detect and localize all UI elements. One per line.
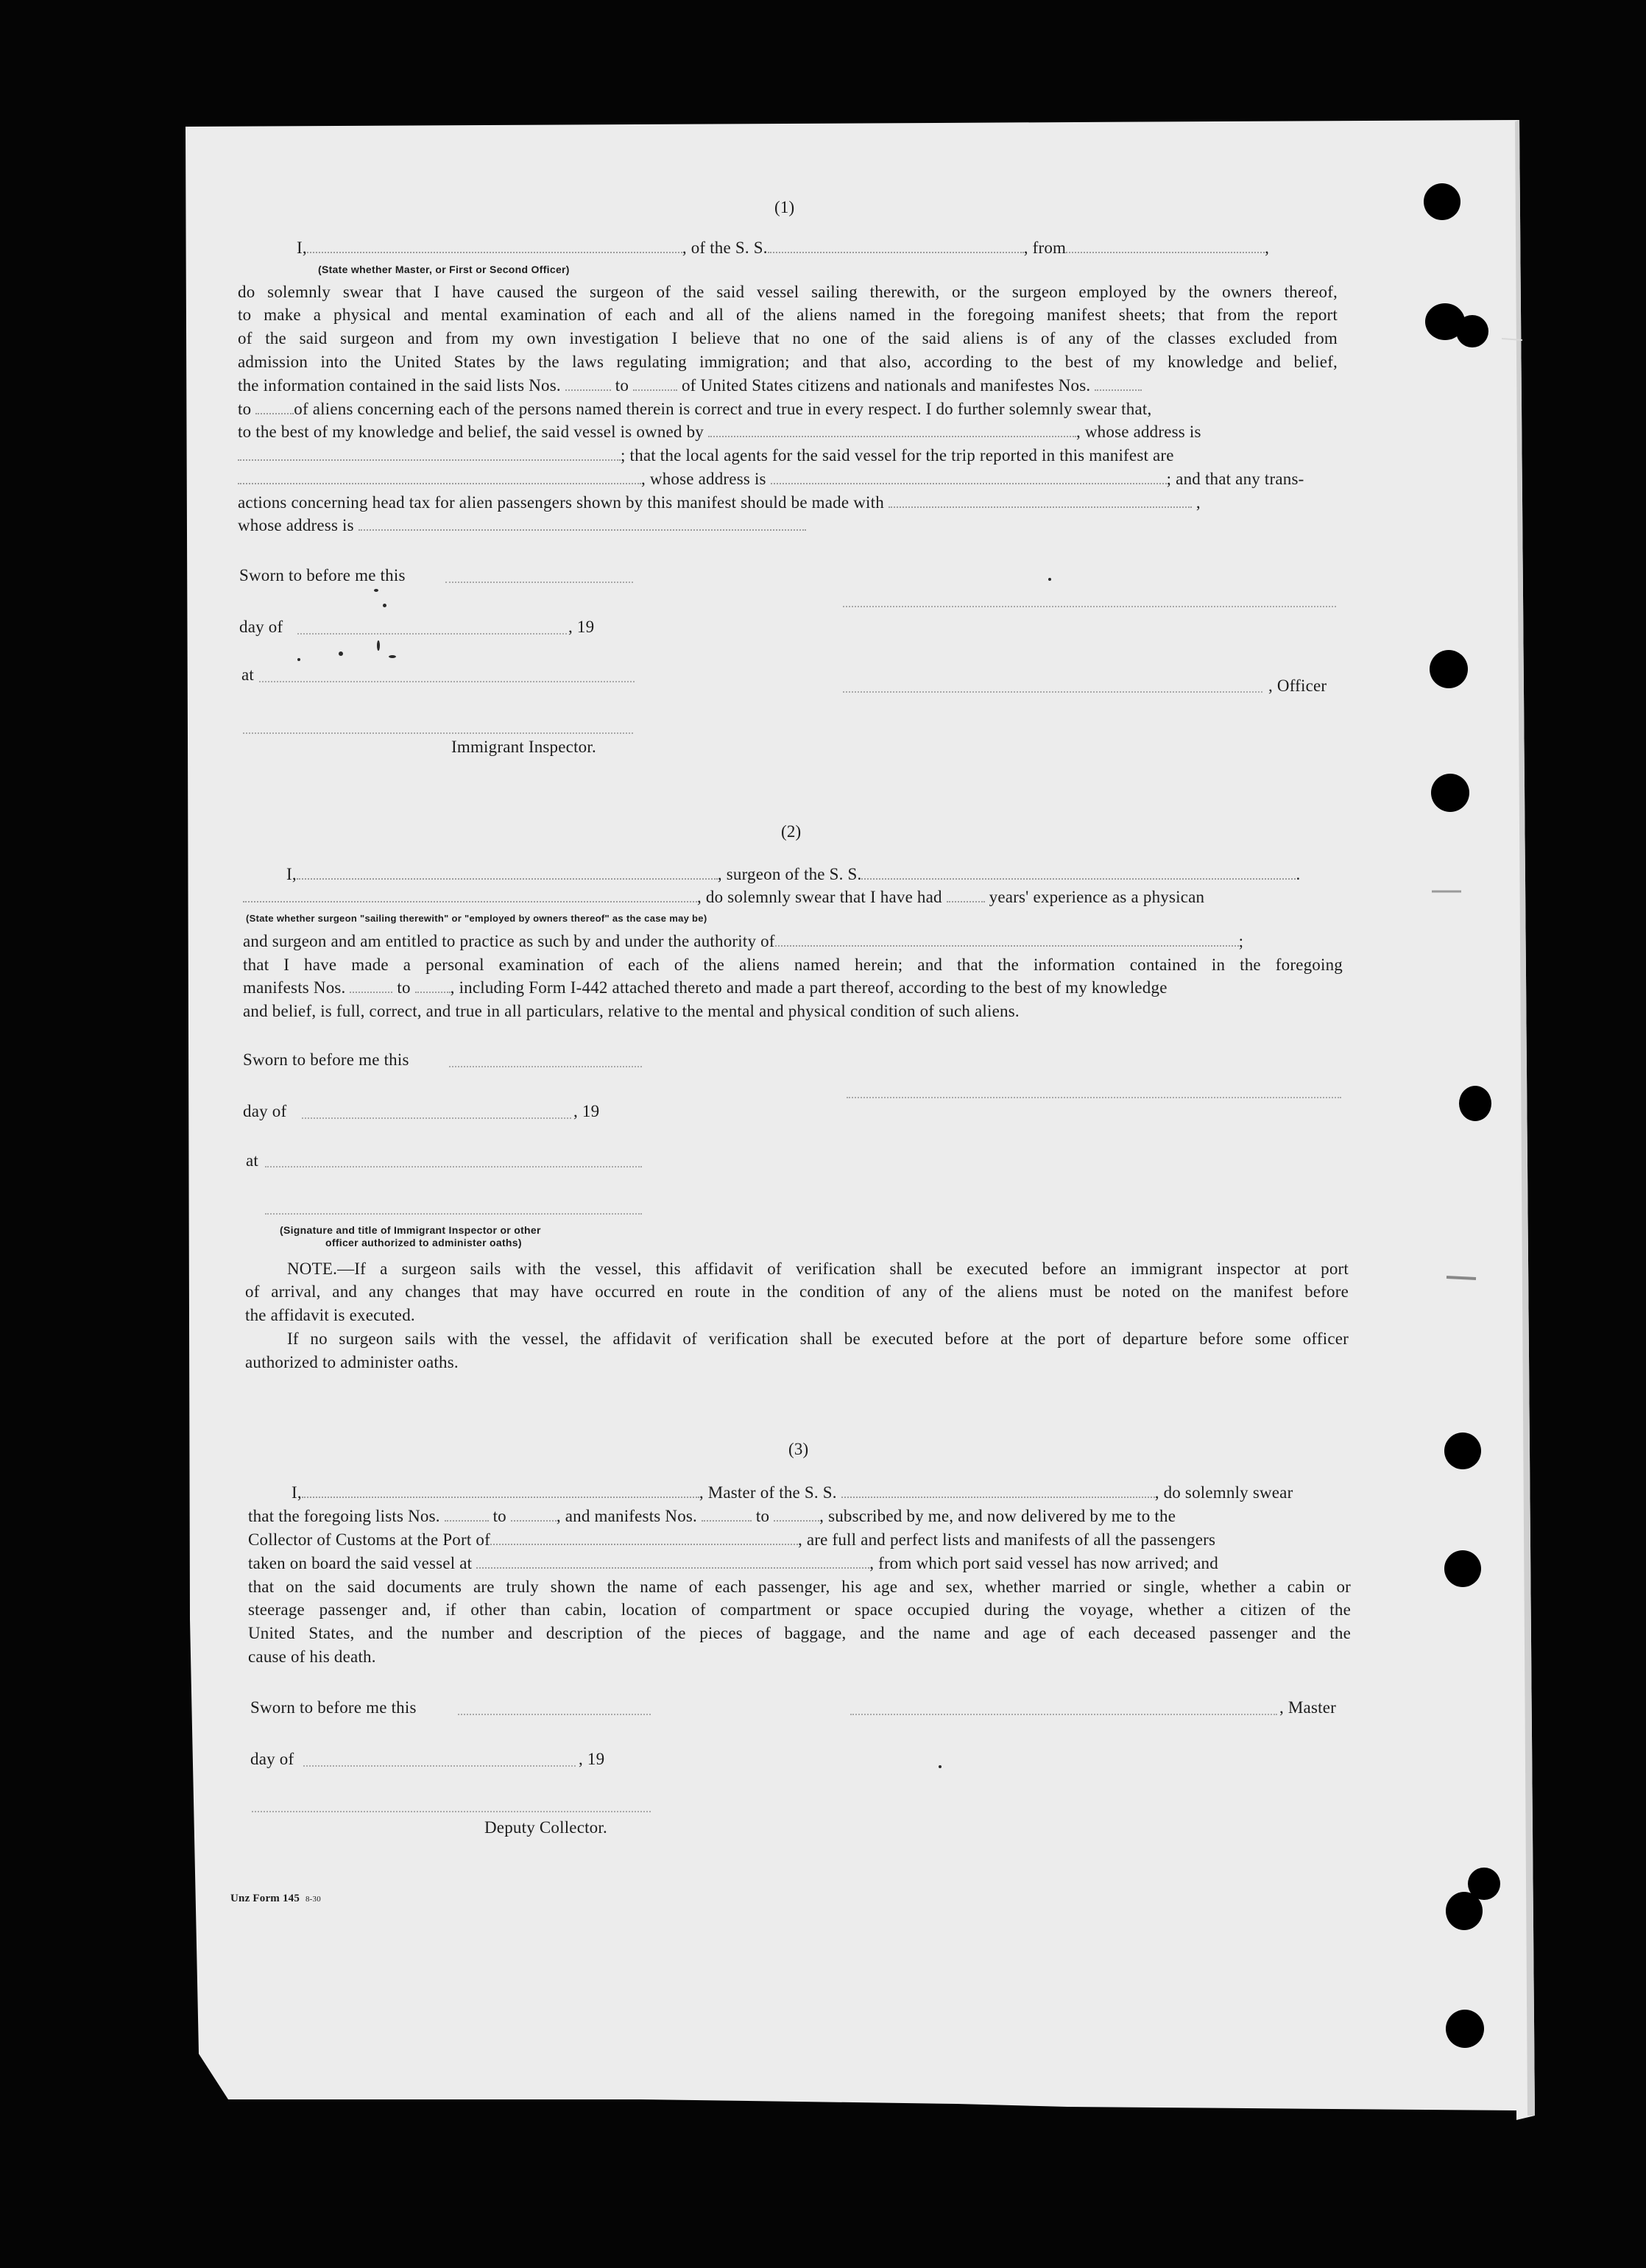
s2-year-label: , 19 (573, 1102, 600, 1120)
s1-para-line: of the said surgeon and from my own investigation I believe that no one of the said aliens is of any of the classes excluded from (238, 329, 1338, 347)
text: I, (297, 239, 307, 257)
blank-field (511, 1508, 557, 1522)
s2-at-blank (265, 1166, 642, 1167)
s3-year-label: , 19 (579, 1750, 605, 1768)
s2-day-label: day of (243, 1102, 287, 1120)
text: of United States citizens and nationals and manifestes Nos. (681, 376, 1091, 395)
text: I, (292, 1483, 302, 1502)
blank-field (889, 495, 1192, 508)
s2-note-line: If no surgeon sails with the vessel, the affidavit of verification shall be executed before at the port of departure before some officer (287, 1329, 1349, 1348)
text: taken on board the said vessel at (248, 1554, 473, 1572)
s3-master-label: , Master (1279, 1698, 1336, 1717)
text: , are full and perfect lists and manifests of all the passengers (797, 1530, 1216, 1549)
blank-field (702, 1508, 752, 1522)
s3-line-4 (248, 1553, 1218, 1574)
text: actions concerning head tax for alien passengers shown by this manifest should be made with (238, 493, 884, 512)
punch-hole (1431, 774, 1469, 812)
blank-field (774, 1508, 819, 1522)
punch-hole (1456, 315, 1488, 347)
s3-para-line: cause of his death. (248, 1647, 376, 1666)
text: , including Form I-442 attached thereto and made a part thereof, according to the best of my knowledge (450, 978, 1168, 997)
s1-sworn-blank (445, 582, 633, 583)
text: to (615, 376, 629, 395)
s1-officer-note: (State whether Master, or First or Second Officer) (318, 264, 570, 275)
text: that the foregoing lists Nos. (248, 1507, 440, 1525)
s1-para-line (238, 422, 1201, 442)
s2-note-line: NOTE.—If a surgeon sails with the vessel, this affidavit of verification shall be executed before an immigrant inspector at port (287, 1260, 1349, 1278)
s3-line-1 (292, 1483, 1293, 1503)
s1-para-line (238, 445, 1174, 466)
s2-sworn-blank (449, 1066, 642, 1067)
s3-master-line (850, 1714, 1277, 1715)
punch-hole (1446, 2010, 1484, 2048)
blank-field (565, 378, 611, 391)
blank-field (633, 378, 677, 391)
s2-note-line: of arrival, and any changes that may have occurred en route in the condition of any of the aliens must be noted on the manifest before (245, 1282, 1349, 1301)
text: ; that the local agents for the said vessel for the trip reported in this manifest are (621, 446, 1174, 464)
s3-sworn-blank (458, 1714, 651, 1715)
text: , and manifests Nos. (556, 1507, 698, 1525)
s2-signature-note: officer authorized to administer oaths) (325, 1237, 522, 1248)
text: , of the S. S. (682, 239, 768, 257)
text: the information contained in the said lists Nos. (238, 376, 561, 395)
text: ; (1238, 932, 1244, 950)
text: to the best of my knowledge and belief, the said vessel is owned by (238, 423, 704, 441)
form-date: 8-30 (305, 1895, 321, 1904)
blank-field (1095, 378, 1142, 391)
s2-surgeon-note: (State whether surgeon "sailing therewith" or "employed by owners thereof" as the case may be) (246, 913, 707, 924)
s1-day-blank (297, 633, 567, 635)
s1-para-line (238, 515, 806, 536)
text: , Master of the S. S. (699, 1483, 837, 1502)
text: to (238, 400, 252, 418)
blank-field (350, 980, 392, 993)
text: ; and that any trans- (1166, 470, 1304, 488)
text: , from (1023, 239, 1067, 257)
blank-field (768, 240, 1024, 253)
s2-note-line: the affidavit is executed. (245, 1306, 415, 1324)
text: . (1296, 865, 1301, 883)
s1-line-1 (297, 238, 1269, 258)
blank-field (445, 1508, 489, 1522)
blank-field (775, 933, 1239, 947)
s2-signature-line (847, 1097, 1341, 1098)
s1-para-line (238, 399, 1151, 420)
blank-field (476, 1555, 869, 1569)
s1-officer-line (843, 691, 1262, 693)
blank-field (861, 866, 1296, 880)
s2-line-4: that I have made a personal examination of each of the aliens named herein; and that the information contained in the foregoing (243, 955, 1343, 974)
s3-para-line: that on the said documents are truly shown the name of each passenger, his age and sex, whether married or single, whether a cabin or (248, 1578, 1351, 1596)
s3-deputy-line (252, 1811, 651, 1812)
text: Collector of Customs at the Port of (248, 1530, 490, 1549)
s1-para-line (238, 375, 1142, 396)
blank-field (841, 1485, 1155, 1498)
text: and surgeon and am entitled to practice as such by and under the authority of (243, 932, 775, 950)
s2-line-6: and belief, is full, correct, and true in all particulars, relative to the mental and physical condition of such aliens. (243, 1002, 1020, 1020)
s1-para-line: to make a physical and mental examination of each and all of the aliens named in the foregoing manifest sheets; that from the report (238, 305, 1338, 324)
text: to (755, 1507, 770, 1525)
blank-field (307, 240, 682, 253)
blank-field (490, 1532, 798, 1545)
text: to (397, 978, 411, 997)
text: , whose address is (1075, 423, 1201, 441)
s3-deputy-label: Deputy Collector. (484, 1818, 607, 1837)
blank-field (415, 980, 451, 993)
s3-line-3 (248, 1530, 1215, 1550)
s2-line-5 (243, 978, 1168, 998)
s2-line-2 (243, 887, 1204, 908)
text: of aliens concerning each of the persons named therein is correct and true in every respect. I do further solemnly swear that, (294, 400, 1152, 418)
blank-field (238, 471, 641, 484)
form-id: Unz Form 145 (230, 1893, 300, 1904)
punch-hole (1459, 1086, 1491, 1121)
blank-field (358, 517, 806, 531)
section-number: (3) (788, 1440, 809, 1458)
blank-field (238, 448, 621, 461)
blank-field (302, 1485, 699, 1498)
text: , from which port said vessel has now arrived; and (869, 1554, 1218, 1572)
text: , do solemnly swear (1154, 1483, 1293, 1502)
s1-para-line: do solemnly swear that I have caused the surgeon of the said vessel sailing therewith, or the surgeon employed by the owners thereof, (238, 283, 1338, 301)
section-number: (2) (781, 822, 802, 841)
s1-officer-label: , Officer (1268, 676, 1327, 695)
s2-note-line: authorized to administer oaths. (245, 1353, 459, 1371)
s3-day-label: day of (250, 1750, 294, 1768)
text: whose address is (238, 516, 354, 534)
s2-signature-note: (Signature and title of Immigrant Inspector or other (280, 1224, 541, 1236)
s3-para-line: United States, and the number and description of the pieces of baggage, and the name and age of each deceased passenger and the (248, 1624, 1351, 1642)
s1-day-label: day of (239, 618, 283, 636)
s3-sworn-label: Sworn to before me this (250, 1698, 417, 1717)
text: , (1265, 239, 1270, 257)
punch-hole (1430, 650, 1468, 688)
blank-field (255, 401, 294, 414)
punch-hole (1424, 183, 1460, 220)
text: manifests Nos. (243, 978, 346, 997)
text: , surgeon of the S. S. (717, 865, 862, 883)
blank-field (708, 424, 1076, 437)
s1-inspector-label: Immigrant Inspector. (451, 738, 596, 756)
s1-signature-line (843, 606, 1336, 607)
text: , subscribed by me, and now delivered by me to the (819, 1507, 1176, 1525)
s1-year-label: , 19 (568, 618, 595, 636)
s2-day-blank (302, 1117, 571, 1119)
s2-line-1 (286, 864, 1300, 885)
s2-at-label: at (246, 1151, 258, 1170)
s1-at-blank (259, 681, 635, 682)
s1-sworn-label: Sworn to before me this (239, 566, 406, 584)
blank-field (243, 889, 697, 902)
s1-para-line (238, 469, 1304, 490)
text: to (492, 1507, 506, 1525)
s3-para-line: steerage passenger and, if other than cabin, location of compartment or space occupied during the voyage, whether a citizen of the (248, 1600, 1351, 1619)
s1-inspector-line (243, 732, 633, 734)
s1-at-label: at (241, 665, 254, 684)
blank-field (1066, 240, 1265, 253)
s3-day-blank (303, 1765, 576, 1767)
punch-hole (1444, 1432, 1481, 1469)
text: years' experience as a physican (989, 888, 1205, 906)
blank-field (947, 889, 985, 902)
s2-line-3 (243, 931, 1243, 952)
blank-field (771, 471, 1167, 484)
text: , do solemnly swear that I have had (697, 888, 942, 906)
form-number (230, 1888, 321, 1910)
section-number: (1) (774, 198, 795, 216)
text: , whose address is (641, 470, 766, 488)
text: , (1195, 493, 1201, 512)
text: I, (286, 865, 297, 883)
s1-para-line (238, 492, 1201, 513)
s2-inspector-line (265, 1213, 642, 1215)
s3-line-2 (248, 1506, 1176, 1527)
s2-sworn-label: Sworn to before me this (243, 1050, 409, 1069)
punch-hole (1446, 1892, 1483, 1930)
punch-hole (1444, 1550, 1481, 1587)
blank-field (297, 866, 718, 880)
s1-para-line: admission into the United States by the laws regulating immigration; and that also, according to the best of my knowledge and belief, (238, 353, 1338, 371)
